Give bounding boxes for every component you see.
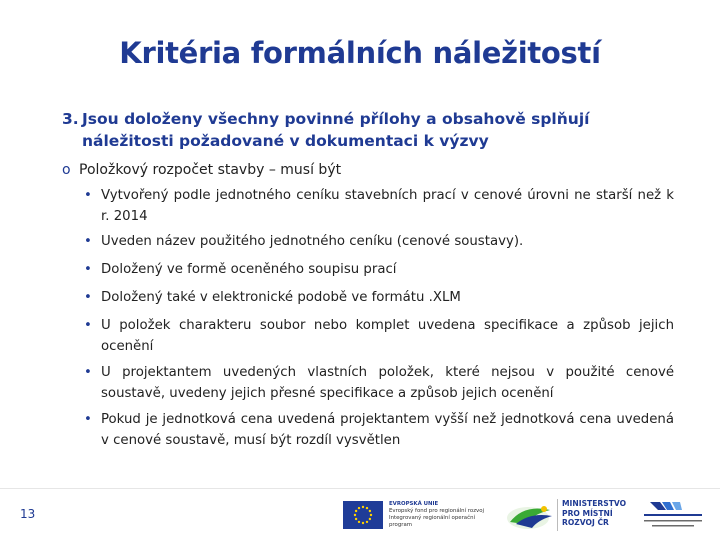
- regional-agency-logo-icon: [640, 498, 706, 534]
- list-item-text: Vytvořený podle jednotného ceníku stavebních prací v cenové úrovni ne starší než k r. 2014: [101, 188, 674, 224]
- list-item-text: Doložený ve formě oceněného soupisu prací: [101, 262, 397, 277]
- ministry-line: ROZVOJ ČR: [562, 518, 609, 528]
- list-item: [80, 259, 674, 280]
- requirement-list: [80, 185, 674, 451]
- footer-divider: [0, 488, 720, 489]
- bullet-icon: •: [84, 262, 92, 277]
- bullet-icon: •: [84, 365, 92, 380]
- list-item: [80, 185, 674, 227]
- sub-point: [62, 162, 341, 178]
- ministry-line: MINISTERSTVO: [562, 499, 627, 508]
- bullet-icon: •: [84, 188, 92, 203]
- list-item: [80, 409, 674, 451]
- sub-marker: o: [62, 162, 71, 178]
- list-item-text: U projektantem uvedených vlastních položek, které nejsou v použité cenové soustavě, uvedeny jejich přesné specifikace a způsob jejich ocenění: [101, 365, 674, 401]
- list-item: [80, 315, 674, 357]
- eu-program-line: Integrovaný regionální operační program: [389, 515, 475, 528]
- list-item: [80, 287, 674, 308]
- list-item: [80, 362, 674, 404]
- point-text: Jsou doloženy všechny povinné přílohy a obsahově splňují náležitosti požadované v dokumentaci k výzvy: [82, 110, 590, 150]
- bullet-icon: •: [84, 412, 92, 427]
- bullet-icon: •: [84, 290, 92, 305]
- list-item: [80, 231, 674, 252]
- sub-rest: – musí být: [264, 162, 342, 178]
- criterion-point: [62, 108, 662, 152]
- bullet-icon: •: [84, 318, 92, 333]
- slide-title: Kritéria formálních náležitostí: [119, 36, 601, 70]
- page-number: 13: [20, 507, 36, 521]
- list-item-text: Pokud je jednotková cena uvedená projektantem vyšší než jednotková cena uvedená v cenové soustavě, musí být rozdíl vysvětlen: [101, 412, 674, 448]
- eu-fund-line: Evropský fond pro regionální rozvoj: [389, 508, 485, 514]
- eu-heading: EVROPSKÁ UNIE: [389, 501, 439, 507]
- eu-caption: [389, 501, 499, 529]
- logo-separator: [557, 499, 558, 531]
- sub-lead: Položkový rozpočet stavby: [79, 162, 265, 178]
- list-item-text: U položek charakteru soubor nebo komplet uvedena specifikace a způsob jejich ocenění: [101, 318, 674, 354]
- point-number: 3.: [62, 110, 79, 128]
- bullet-icon: •: [84, 234, 92, 249]
- list-item-text: Doložený také v elektronické podobě ve formátu .XLM: [101, 290, 461, 305]
- list-item-text: Uveden název použitého jednotného ceníku (cenové soustavy).: [101, 234, 524, 249]
- ministry-line: PRO MÍSTNÍ: [562, 508, 613, 518]
- irop-logo-icon: [504, 500, 556, 532]
- ministry-logo: [562, 499, 632, 528]
- eu-flag-icon: [343, 501, 383, 529]
